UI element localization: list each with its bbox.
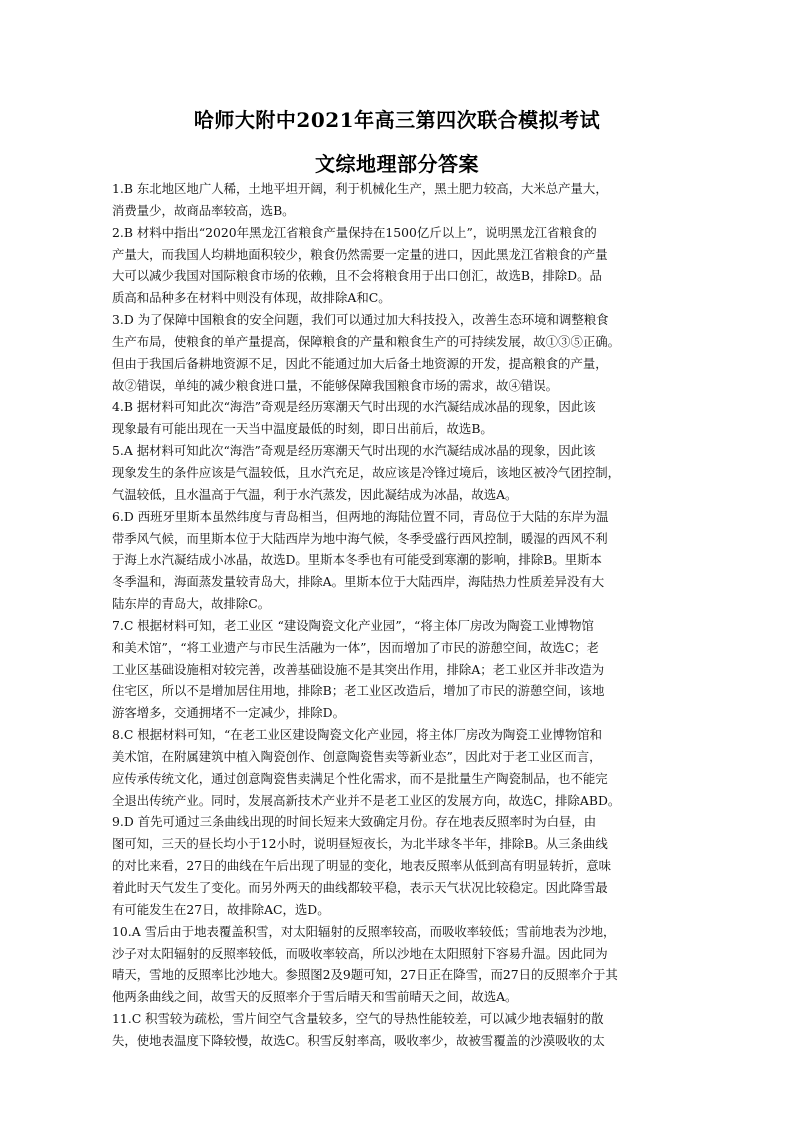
answer-line: 的对比来看，27日的曲线在午后出现了明显的变化，地表反照率从低到高有明显转折，意味 (112, 858, 612, 874)
answer-item (112, 921, 694, 1008)
answer-line: 4.B 据材料可知此次“海浩”奇观是经历寒潮天气时出现的水汽凝结成冰晶的现象，因此该 (112, 399, 596, 415)
answer-line: 沙子对太阳辐射的反照率较低，而吸收率较高，所以沙地在太阳照射下容易升温。因此同为 (112, 945, 608, 961)
answer-line: 2.B 材料中指出“2020年黑龙江省粮食产量保持在1500亿斤以上”，说明黑龙江省粮食的 (112, 224, 597, 240)
answer-line: 质高和品种多在材料中则没有体现，故排除A和C。 (112, 290, 391, 306)
answer-line: 9.D 首先可通过三条曲线出现的时间长短来大致确定月份。存在地表反照率时为白昼，由 (112, 814, 597, 830)
answer-line: 他两条曲线之间，故雪天的反照率介于雪后晴天和雪前晴天之间，故选A。 (112, 989, 518, 1005)
answer-line: 应传承传统文化，通过创意陶瓷售卖满足个性化需求，而不是批量生产陶瓷制品，也不能完 (112, 770, 608, 786)
page-title: 哈师大附中2021年高三第四次联合模拟考试 (193, 108, 601, 132)
answer-line: 冬季温和，海面蒸发量较青岛大，排除A。里斯本位于大陆西岸，海陆热力性质差异没有大 (112, 574, 605, 590)
answer-line: 工业区基础设施相对较完善，改善基础设施不是其突出作用，排除A；老工业区并非改造为 (112, 661, 605, 677)
answer-line: 3.D 为了保障中国粮食的安全问题，我们可以通过加大科技投入，改善生态环境和调整粮食 (112, 312, 609, 328)
answer-line: 现象最有可能出现在一天当中温度最低的时刻，即日出前后，故选B。 (112, 421, 493, 437)
answer-line: 产量大，而我国人均耕地面积较少，粮食仍然需要一定量的进口，因此黑龙江省粮食的产量 (112, 246, 608, 262)
answer-line: 但由于我国后备耕地资源不足，因此不能通过加大后备土地资源的开发，提高粮食的产量， (112, 355, 608, 371)
answer-item (112, 440, 694, 506)
answer-line: 消费量少，故商品率较高，选B。 (112, 202, 295, 218)
answer-item (112, 811, 694, 920)
answer-item (112, 615, 694, 724)
answer-line: 全退出传统产业。同时，发展高新技术产业并不是老工业区的发展方向，故选C，排除ABD。 (112, 792, 621, 808)
answer-line: 大可以减少我国对国际粮食市场的依赖，且不会将粮食用于出口创汇，故选B，排除D。品 (112, 268, 602, 284)
answer-line: 有可能发生在27日，故排除AC，选D。 (112, 901, 330, 917)
answer-line: 美术馆，在附属建筑中植入陶瓷创作、创意陶瓷售卖等新业态”，因此对于老工业区而言， (112, 748, 602, 764)
answer-line: 于海上水汽凝结成小冰晶，故选D。里斯本冬季也有可能受到寒潮的影响，排除B。里斯本 (112, 552, 602, 568)
answer-line: 6.D 西班牙里斯本虽然纬度与青岛相当，但两地的海陆位置不同，青岛位于大陆的东岸为温 (112, 508, 609, 524)
answer-line: 住宅区，所以不是增加居住用地，排除B；老工业区改造后，增加了市民的游憩空间，该地 (112, 683, 605, 699)
answer-item (112, 396, 694, 440)
answer-line: 和美术馆”，“将工业遗产与市民生活融为一体”，因而增加了市民的游憩空间，故选C；老 (112, 639, 599, 655)
answer-item (112, 309, 694, 396)
answer-line: 7.C 根据材料可知，老工业区 “建设陶瓷文化产业园”，“将主体厂房改为陶瓷工业博物馆 (112, 617, 594, 633)
answer-line: 生产布局，使粮食的单产量提高，保障粮食的产量和粮食生产的可持续发展，故①③⑤正确。 (112, 333, 621, 349)
answer-item (112, 178, 694, 222)
answer-line: 气温较低，且水温高于气温，利于水汽蒸发，因此凝结成为冰晶，故选A。 (112, 486, 518, 502)
answer-line: 11.C 积雪较为疏松，雪片间空气含量较多，空气的导热性能较差，可以减少地表辐射的散 (112, 1011, 604, 1027)
answer-line: 现象发生的条件应该是气温较低，且水汽充足，故应该是冷锋过境后，该地区被冷气团控制， (112, 464, 621, 480)
answer-line: 失，使地表温度下降较慢，故选C。积雪反射率高，吸收率少，故被雪覆盖的沙漠吸收的太 (112, 1032, 605, 1048)
answer-line: 10.A 雪后由于地表覆盖积雪，对太阳辐射的反照率较高，而吸收率较低；雪前地表为沙地， (112, 923, 616, 939)
page-subtitle: 文综地理部分答案 (315, 152, 479, 176)
answer-line: 8.C 根据材料可知，“在老工业区建设陶瓷文化产业园，将主体厂房改为陶瓷工业博物馆和 (112, 727, 603, 743)
answer-line: 5.A 据材料可知此次“海浩”奇观是经历寒潮天气时出现的水汽凝结成冰晶的现象，因此该 (112, 443, 596, 459)
answer-item (112, 1008, 694, 1052)
answer-item (112, 724, 694, 811)
answer-item (112, 506, 694, 615)
answer-item (112, 222, 694, 309)
answer-line: 故②错误，单纯的减少粮食进口量，不能够保障我国粮食市场的需求，故④错误。 (112, 377, 559, 393)
answer-list (112, 178, 694, 1052)
answer-line: 带季风气候，而里斯本位于大陆西岸为地中海气候，冬季受盛行西风控制，暖湿的西风不利 (112, 530, 608, 546)
answer-line: 着此时天气发生了变化。而另外两天的曲线都较平稳，表示天气状况比较稳定。因此降雪最 (112, 880, 608, 895)
answer-line: 陆东岸的青岛大，故排除C。 (112, 596, 271, 612)
answer-line: 游客增多，交通拥堵不一定减少，排除D。 (112, 705, 345, 721)
answer-line: 1.B 东北地区地广人稀，土地平坦开阔，利于机械化生产，黑土肥力较高，大米总产量大， (112, 181, 608, 196)
answer-line: 晴天，雪地的反照率比沙地大。参照图2及9题可知，27日正在降雪，而27日的反照率介于其 (112, 967, 618, 983)
answer-line: 图可知，三天的昼长均小于12小时，说明昼短夜长，为北半球冬半年，排除B。从三条曲线 (112, 836, 608, 852)
